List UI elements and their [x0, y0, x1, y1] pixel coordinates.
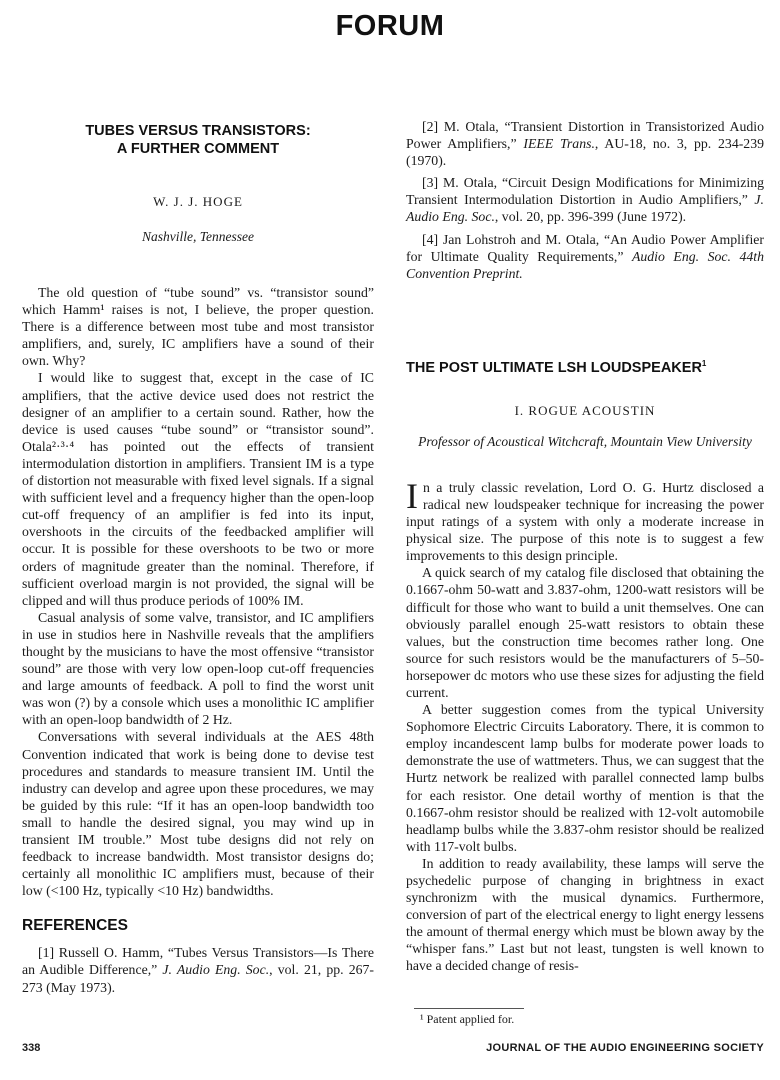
- reference-item: [3] M. Otala, “Circuit Design Modifications for Minimizing Transient Intermodulation Distortion in Audio Amplifiers,” J. Audio Eng. Soc., vol. 20, pp. 396-399 (June 1972).: [406, 175, 764, 225]
- title-line-1: TUBES VERSUS TRANSISTORS:: [85, 123, 311, 139]
- article-body-right: [406, 475, 764, 975]
- paragraph: The old question of “tube sound” vs. “transistor sound” which Hamm¹ raises is not, I believe, the proper question. There is a difference between most tube and most transistor amplifiers, and, surely, IC amplifiers have a sound of their own. Why?: [22, 285, 374, 369]
- drop-cap: I: [406, 475, 418, 516]
- right-column: [406, 118, 764, 975]
- paragraph: I would like to suggest that, except in the case of IC amplifiers, that the active device used does not restrict the designer of an amplifier to a certain sound. Rather, how the device is used causes “tube sound” or “transistor sound”. Otala²·³·⁴ has pointed out the effects of transient intermodulation distortion in amplifiers. Transient IM is a type of distortion not measurable with fixed level signals. If a signal with sufficient level and a frequency higher than the open-loop cut-off frequency of an amplifier is fed into its input, overshoots in the circuits of the feedbacked amplifier will occur. It is possible for these overshoots to be two or more orders of magnitude greater than the nominal. Therefore, if sufficient overload margin is not provided, the signal will be clipped and will thus produce periods of 100% IM.: [22, 370, 374, 608]
- reference-item: [1] Russell O. Hamm, “Tubes Versus Transistors—Is There an Audible Difference,” J. Audio Eng. Soc., vol. 21, pp. 267-273 (May 1973).: [22, 945, 375, 995]
- paragraph: In addition to ready availability, these lamps will serve the psychedelic purpose of changing in brightness in exact synchronizm with the musical dynamics. Furthermore, conversion of part of the electrical energy to light energy lessens the amount of thermal energy which must be blown away by the “whisper fans.” Last but not least, tungsten is well known to have a decided change of resis-: [406, 855, 764, 974]
- author-right: I. ROGUE ACOUSTIN: [514, 402, 656, 418]
- affiliation-right: Professor of Acoustical Witchcraft, Mountain View University: [418, 433, 752, 449]
- left-column: [22, 122, 374, 1001]
- paragraph: In a truly classic revelation, Lord O. G. Hurtz disclosed a radical new loudspeaker technique for increasing the power input ratings of a system with only a moderate increase in physical size. The purpose of this note is to suggest a few improvements to this design principle.: [406, 475, 764, 564]
- paragraph: Conversations with several individuals at the AES 48th Convention indicated that work is being done to devise test procedures and standards to measure transient IM. Until the industry can develop and agree upon these procedures, we may be guided by this rule: “If it has an open-loop bandwidth too small to handle the desired signal, you may wind up in transient IM trouble.” Most tube designs did not rely on feedback to increase bandwidth. Most transistor designs do; certainly all monolithic IC amplifiers must, because of their low (<100 Hz, typically <10 Hz) bandwidths.: [22, 729, 374, 899]
- article-title-left: [22, 122, 374, 158]
- article-body-left: [22, 284, 374, 899]
- reference-item: [2] M. Otala, “Transient Distortion in Transistorized Audio Power Amplifiers,” IEEE Trans., AU-18, no. 3, pp. 234-239 (1970).: [406, 119, 765, 169]
- affiliation-left: Nashville, Tennessee: [142, 229, 254, 244]
- paragraph: A better suggestion comes from the typical University Sophomore Electric Circuits Laboratory. There, it is common to employ incandescent lamp bulbs for moderate power loads to demonstrate the use of wattmeters. Thus, we can suggest that the Hurtz network be realized with parallel connected lamp bulbs for each resistor. One detail worthy of mention is that the 0.1667-ohm resistor should be realized with 12-volt automobile headlamp bulbs while the 3.837-ohm resistor should be realized with 117-volt bulbs.: [406, 702, 764, 854]
- footnote-mark: 1: [701, 359, 707, 369]
- reference-item: [4] Jan Lohstroh and M. Otala, “An Audio Power Amplifier for Ultimate Quality Requirements,” Audio Eng. Soc. 44th Convention Preprint.: [406, 231, 764, 281]
- references-heading: REFERENCES: [22, 917, 128, 935]
- article-title-right: THE POST ULTIMATE LSH LOUDSPEAKER$^1$: [406, 359, 707, 376]
- footnote-divider: [414, 1008, 524, 1009]
- author-left: W. J. J. HOGE: [153, 194, 243, 209]
- paragraph: Casual analysis of some valve, transistor, and IC amplifiers in use in studios here in Nashville reveals that the amplifiers thought by the musicians to have the most offensive “transistor sound” are those with very low open-loop cut-off frequencies and large amounts of feedback. A poll to find the worst unit was won (?) by a console which uses a monolithic IC amplifier with an open-loop bandwidth of 2 Hz.: [22, 609, 374, 728]
- paragraph: A quick search of my catalog file disclosed that obtaining the 0.1667-ohm 50-watt and 3.837-ohm, 1200-watt resistors will be difficult for those who want to build a unit themselves. One can obviously parallel enough 25-watt resistors to obtain these values, but the construction time becomes rather long. One source for such resistors would be the manufacturers of 5–50-horsepower dc motors who use these sizes for adjusting the field current.: [406, 565, 764, 700]
- title-line-2: A FURTHER COMMENT: [116, 141, 280, 157]
- journal-name: JOURNAL OF THE AUDIO ENGINEERING SOCIETY: [486, 1042, 764, 1054]
- page-number: 338: [22, 1042, 41, 1054]
- footnote: ¹ Patent applied for.: [420, 1012, 515, 1026]
- section-title: FORUM: [335, 10, 445, 42]
